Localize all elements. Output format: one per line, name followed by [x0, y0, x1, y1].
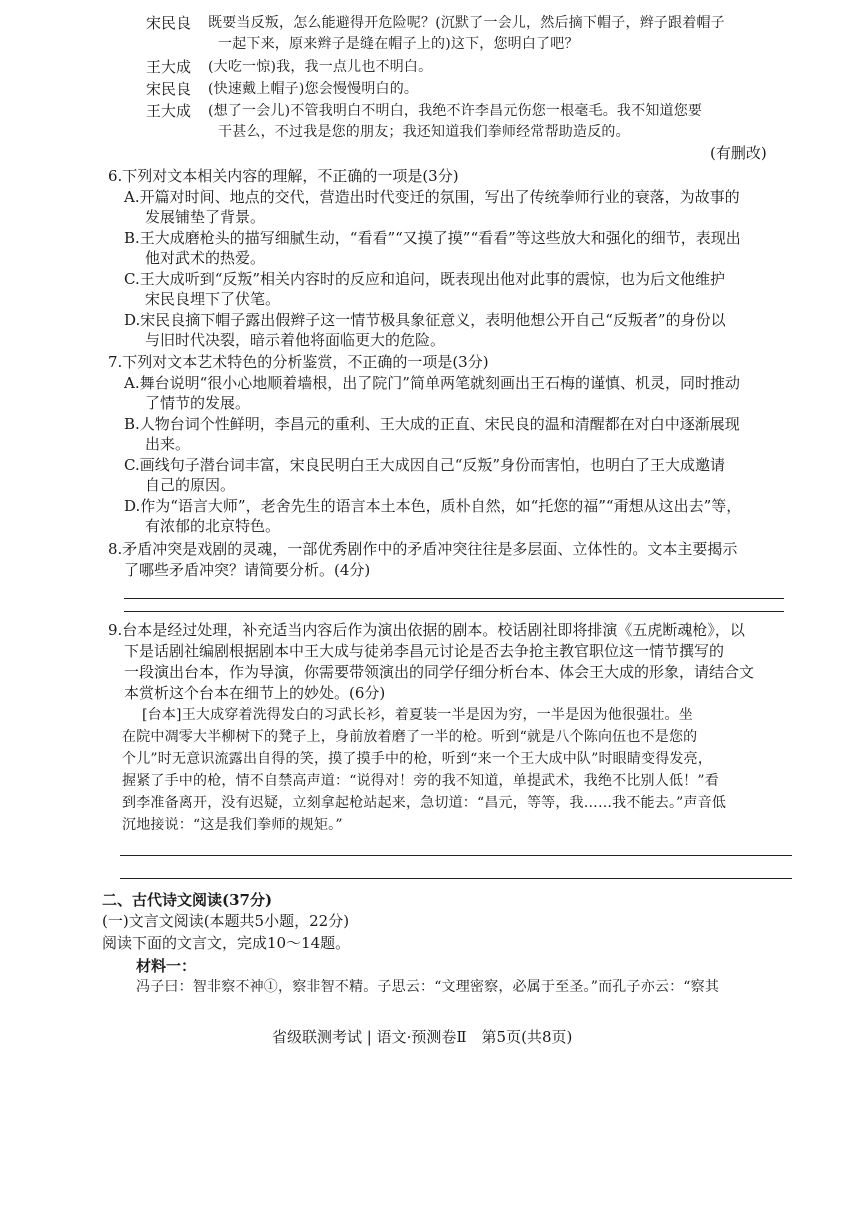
- question-stem-cont: 一段演出台本，作为导演，你需要带领演出的同学仔细分析台本、体会王大成的形象，请结合文: [124, 663, 755, 681]
- speaker-name: 宋民良: [146, 80, 192, 98]
- dialogue-line: 干甚么，不过我是您的朋友；我还知道我们拳师经常帮助造反的。: [218, 124, 630, 140]
- question-stem: 7.下列对文本艺术特色的分析鉴赏，不正确的一项是(3分): [108, 353, 489, 371]
- option-a: A.舞台说明“很小心地顺着墙根，出了院门”简单两笔就刻画出王石梅的谨慎、机灵，同时推动: [124, 374, 740, 392]
- option-c: C.画线句子潜台词丰富，宋良民明白王大成因自己“反叛”身份而害怕，也明白了王大成邀请: [124, 456, 726, 474]
- option-d-cont: 有浓郁的北京特色。: [145, 517, 281, 535]
- option-c-cont: 宋民良埋下了伏笔。: [145, 290, 281, 308]
- option-a: A.开篇对时间、地点的交代，营造出时代变迁的氛围，写出了传统拳师行业的衰落，为故事的: [124, 188, 740, 206]
- script-text: 沉地接说：“这是我们拳师的规矩。”: [122, 817, 343, 833]
- question-stem: 9.台本是经过处理，补充适当内容后作为演出依据的剧本。校话剧社即将排演《五虎断魂枪》，以: [108, 621, 745, 639]
- material-label: 材料一：: [136, 957, 197, 975]
- script-text: 在院中凋零大半柳树下的凳子上，身前放着磨了一半的枪。听到“就是八个陈向伍也不是您的: [122, 729, 698, 745]
- option-c-cont: 自己的原因。: [145, 476, 236, 494]
- option-b: B.王大成磨枪头的描写细腻生动，“看看”“又摸了摸”“看看”等这些放大和强化的细节，表现出: [124, 229, 741, 247]
- answer-line[interactable]: [124, 611, 784, 612]
- question-stem: 8.矛盾冲突是戏剧的灵魂，一部优秀剧作中的矛盾冲突往往是多层面、立体性的。文本主要揭示: [108, 540, 738, 558]
- option-a-cont: 发展铺垫了背景。: [145, 208, 266, 226]
- script-text: 到李准备离开，没有迟疑，立刻拿起枪站起来，急切道：“昌元，等等，我……我不能去。”声音低: [122, 795, 727, 811]
- option-a-cont: 了情节的发展。: [145, 394, 251, 412]
- source-note: (有删改): [710, 144, 767, 162]
- option-d-cont: 与旧时代决裂，暗示着他将面临更大的危险。: [145, 331, 446, 349]
- speaker-name: 宋民良: [146, 14, 192, 32]
- section-title: 二、古代诗文阅读(37分): [102, 891, 273, 909]
- option-d: D.宋民良摘下帽子露出假辫子这一情节极具象征意义，表明他想公开自己“反叛者”的身份以: [124, 311, 726, 329]
- dialogue-line: (快速戴上帽子)您会慢慢明白的。: [208, 81, 419, 97]
- speaker-name: 王大成: [146, 102, 192, 120]
- option-b-cont: 出来。: [145, 435, 191, 453]
- question-stem-cont: 本赏析这个台本在细节上的妙处。(6分): [124, 684, 386, 702]
- answer-line[interactable]: [120, 855, 792, 856]
- script-text: 握紧了手中的枪，情不自禁高声道：“说得对！旁的我不知道，单提武术，我绝不比别人低！”看: [122, 773, 719, 789]
- dialogue-line: (大吃一惊)我，我一点儿也不明白。: [208, 59, 433, 75]
- option-d: D.作为“语言大师”，老舍先生的语言本土本色，质朴自然，如“托您的福”“甭想从这出去”等，: [124, 497, 742, 515]
- script-text: 个儿”时无意识流露出自得的笑，摸了摸手中的枪，听到“来一个王大成中队”时眼睛变得发亮，: [122, 751, 713, 767]
- option-c: C.王大成听到“反叛”相关内容时的反应和追问，既表现出他对此事的震惊，也为后文他维护: [124, 270, 726, 288]
- dialogue-line: 一起下来，原来辫子是缝在帽子上的)这下，您明白了吧？: [218, 36, 579, 52]
- option-b: B.人物台词个性鲜明，李昌元的重利、王大成的正直、宋民良的温和清醒都在对白中逐渐展现: [124, 415, 740, 433]
- question-stem-cont: 下是话剧社编剧根据剧本中王大成与徒弟李昌元讨论是否去争抢主教官职位这一情节撰写的: [124, 642, 725, 660]
- answer-line[interactable]: [124, 598, 784, 599]
- speaker-name: 王大成: [146, 58, 192, 76]
- script-text: [台本]王大成穿着洗得发白的习武长衫，着夏装一半是因为穷，一半是因为他很强壮。坐: [142, 707, 693, 723]
- question-stem: 6.下列对文本相关内容的理解，不正确的一项是(3分): [108, 167, 459, 185]
- answer-line[interactable]: [120, 878, 792, 879]
- instruction-text: 阅读下面的文言文，完成10～14题。: [102, 934, 351, 952]
- page-footer: 省级联测考试 | 语文·预测卷Ⅱ 第5页(共8页): [272, 1028, 573, 1046]
- dialogue-line: 既要当反叛，怎么能避得开危险呢？(沉默了一会儿，然后摘下帽子，辫子跟着帽子: [208, 15, 725, 31]
- material-text: 冯子曰：智非察不神①，察非智不精。子思云：“文理密察，必属于至圣。”而孔子亦云：“察其: [136, 979, 720, 995]
- dialogue-line: (想了一会儿)不管我明白不明白，我绝不许李昌元伤您一根毫毛。我不知道您要: [208, 103, 703, 119]
- question-stem-cont: 了哪些矛盾冲突？请简要分析。(4分): [124, 561, 371, 579]
- option-b-cont: 他对武术的热爱。: [145, 249, 266, 267]
- subsection-title: (一)文言文阅读(本题共5小题，22分): [102, 912, 350, 930]
